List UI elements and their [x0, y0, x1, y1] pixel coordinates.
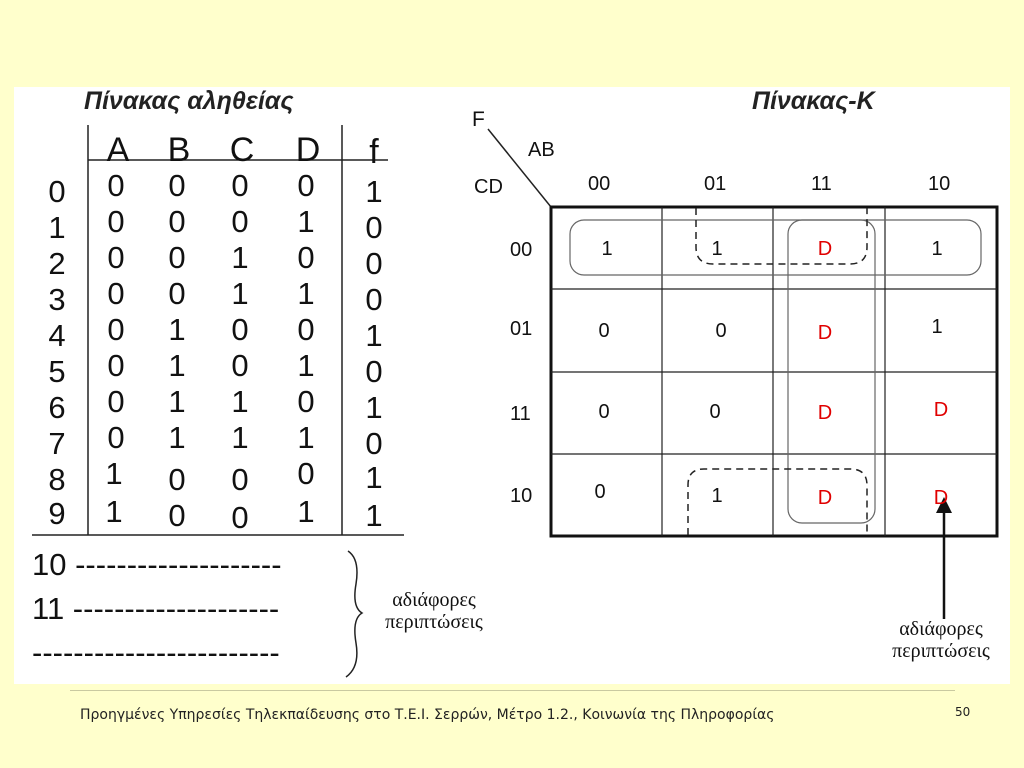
kmap-title: Πίνακας-Κ	[752, 87, 875, 115]
truth-table-title: Πίνακας αληθείας	[84, 87, 294, 115]
col-header-b: B	[167, 131, 191, 169]
cell-d: 1	[297, 276, 315, 311]
kmap-col-label-00: 00	[588, 173, 611, 195]
row-index: 6	[48, 390, 66, 425]
cell-d: 0	[297, 168, 315, 203]
kmap-cell-dont-care: D	[817, 402, 833, 424]
cell-a: 0	[107, 168, 125, 203]
kmap-cell: 1	[711, 485, 723, 507]
page-number: 50	[955, 705, 971, 719]
kmap-graphics	[14, 87, 1010, 684]
cell-b: 0	[168, 168, 186, 203]
kmap-cell-dont-care: D	[817, 238, 833, 260]
cell-f: 0	[365, 426, 383, 461]
slide-content-panel	[14, 87, 1010, 684]
cell-a: 0	[107, 348, 125, 383]
cell-c: 1	[231, 276, 249, 311]
cell-c: 0	[231, 462, 249, 497]
kmap-cell: 0	[598, 320, 610, 342]
cell-c: 0	[231, 312, 249, 347]
col-header-a: A	[106, 131, 130, 169]
cell-a: 0	[107, 240, 125, 275]
cell-d: 0	[297, 384, 315, 419]
row-index: 1	[48, 210, 66, 245]
kmap-col-label-01: 01	[704, 173, 727, 195]
cell-f: 1	[365, 498, 383, 533]
cell-b: 1	[168, 420, 186, 455]
col-header-c: C	[229, 131, 255, 169]
cell-a: 1	[105, 456, 123, 491]
cell-d: 1	[297, 420, 315, 455]
cell-f: 1	[365, 318, 383, 353]
kmap-cell-dont-care: D	[933, 399, 949, 421]
cell-f: 0	[365, 210, 383, 245]
cell-c: 1	[231, 420, 249, 455]
cell-b: 0	[168, 204, 186, 239]
kmap-cell-dont-care: D	[817, 487, 833, 509]
kmap-cell: 1	[601, 238, 613, 260]
cell-d: 0	[297, 456, 315, 491]
cell-a: 0	[107, 384, 125, 419]
row-index: 8	[48, 462, 66, 497]
kmap-col-label-10: 10	[928, 173, 951, 195]
kmap-cell: 1	[711, 238, 723, 260]
cell-b: 0	[168, 276, 186, 311]
cell-a: 0	[107, 420, 125, 455]
cell-b: 0	[168, 462, 186, 497]
cell-f: 0	[365, 246, 383, 281]
kmap-row-label-00: 00	[510, 239, 533, 261]
cell-f: 1	[365, 174, 383, 209]
cell-a: 1	[105, 494, 123, 529]
cell-f: 0	[365, 354, 383, 389]
cell-c: 0	[231, 500, 249, 535]
kmap-row-label-11: 11	[510, 403, 531, 425]
row-index: 4	[48, 318, 66, 353]
kmap-row-label-10: 10	[510, 485, 533, 507]
row-index: 5	[48, 354, 66, 389]
row-index: 0	[48, 174, 66, 209]
cell-b: 0	[168, 240, 186, 275]
cell-d: 1	[297, 204, 315, 239]
dont-care-row-11: 11 --------------------	[32, 591, 280, 626]
row-index: 7	[48, 426, 66, 461]
kmap-ab-label: AB	[528, 139, 555, 161]
kmap-cell: 0	[594, 481, 606, 503]
cell-a: 0	[107, 204, 125, 239]
cell-b: 1	[168, 348, 186, 383]
cell-b: 1	[168, 312, 186, 347]
footer-text: Προηγμένες Υπηρεσίες Τηλεκπαίδευσης στο Τ.Ε.Ι. Σερρών, Μέτρο 1.2., Κοινωνία της Πληροφορίας	[80, 707, 775, 723]
cell-c: 1	[231, 240, 249, 275]
cell-c: 1	[231, 384, 249, 419]
kmap-f-label: F	[472, 108, 485, 131]
kmap-cell-dont-care: D	[933, 487, 949, 509]
cell-d: 1	[297, 348, 315, 383]
cell-a: 0	[107, 276, 125, 311]
cell-c: 0	[231, 168, 249, 203]
row-index: 9	[48, 496, 66, 531]
cell-c: 0	[231, 348, 249, 383]
dont-care-row-rest: ------------------------	[32, 635, 280, 670]
kmap-cell: 0	[709, 401, 721, 423]
cell-c: 0	[231, 204, 249, 239]
cell-b: 1	[168, 384, 186, 419]
cell-b: 0	[168, 498, 186, 533]
kmap-cell: 0	[715, 320, 727, 342]
kmap-cd-label: CD	[474, 176, 503, 198]
kmap-cell: 0	[598, 401, 610, 423]
row-index: 2	[48, 246, 66, 281]
cell-f: 1	[365, 460, 383, 495]
cell-d: 0	[297, 312, 315, 347]
row-index: 3	[48, 282, 66, 317]
cell-a: 0	[107, 312, 125, 347]
kmap-cell: 1	[931, 316, 943, 338]
dont-care-row-10: 10 --------------------	[32, 547, 282, 582]
col-header-d: D	[295, 131, 321, 169]
col-header-f: f	[369, 133, 379, 171]
truth-table-dont-care-note: αδιάφορες περιπτώσεις	[385, 589, 483, 633]
kmap-dont-care-note: αδιάφορες περιπτώσεις	[892, 618, 990, 662]
cell-d: 1	[297, 494, 315, 529]
kmap-cell-dont-care: D	[817, 322, 833, 344]
cell-f: 1	[365, 390, 383, 425]
kmap-cell: 1	[931, 238, 943, 260]
kmap-row-label-01: 01	[510, 318, 533, 340]
cell-f: 0	[365, 282, 383, 317]
footer-divider	[70, 690, 955, 691]
kmap-col-label-11: 11	[811, 173, 832, 195]
cell-d: 0	[297, 240, 315, 275]
